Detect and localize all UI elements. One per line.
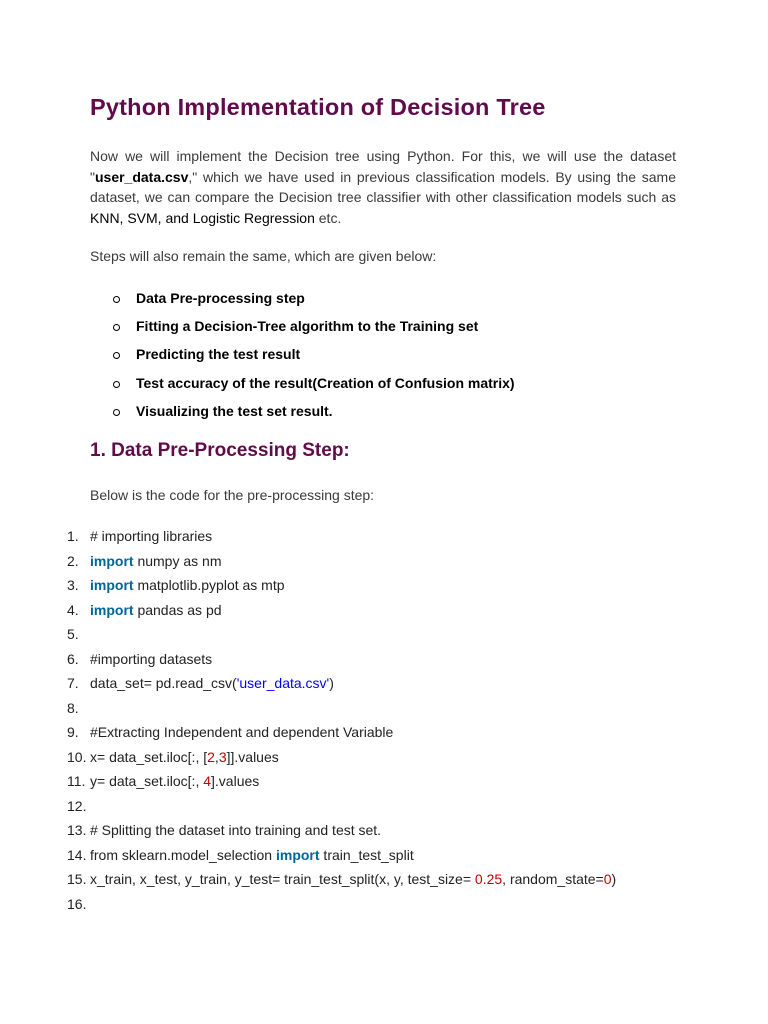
- code-segment: train_test_split: [319, 846, 414, 863]
- code-text: [90, 526, 212, 546]
- code-segment: ): [611, 871, 617, 887]
- code-segment: ,: [214, 748, 219, 765]
- intro-text-3: etc.: [314, 209, 342, 226]
- steps-list: [110, 288, 515, 429]
- line-number: 3.: [67, 577, 79, 593]
- comment: #Extracting Independent and dependent Variable: [90, 724, 394, 740]
- code-segment: , random_state=: [502, 871, 604, 887]
- code-segment: ): [329, 675, 334, 691]
- line-number: 13.: [67, 822, 87, 838]
- number-literal: 3: [218, 748, 227, 765]
- list-item: [110, 288, 515, 316]
- list-item: [110, 401, 515, 429]
- section-title: 1. Data Pre-Processing Step:: [90, 440, 350, 461]
- line-number: 6.: [67, 650, 79, 667]
- line-number: 11.: [67, 773, 86, 789]
- code-text: [90, 600, 222, 620]
- line-number: 4.: [67, 601, 79, 618]
- code-segment: matplotlib.pyplot as mtp: [133, 577, 285, 593]
- code-segment: data_set= pd.read_csv(: [90, 675, 237, 691]
- keyword: import: [275, 846, 320, 863]
- code-text: [90, 575, 285, 595]
- model-list: KNN, SVM, and Logistic Regression: [90, 209, 315, 226]
- list-item: [110, 316, 515, 344]
- line-number: 14.: [67, 846, 87, 863]
- code-segment: from sklearn.model_selection: [90, 846, 276, 863]
- line-number: 12.: [67, 797, 87, 814]
- code-text: [90, 771, 259, 791]
- page-title: Python Implementation of Decision Tree: [90, 94, 546, 120]
- comment: # Splitting the dataset into training and test set.: [90, 822, 382, 838]
- keyword: import: [90, 577, 134, 593]
- line-number: 15.: [67, 871, 87, 887]
- code-text: [90, 551, 222, 571]
- line-number: 10.: [67, 748, 87, 765]
- step-label: Predicting the test result: [136, 346, 301, 363]
- code-text: [90, 820, 381, 840]
- code-text: [90, 722, 393, 742]
- comment: # importing libraries: [90, 528, 213, 544]
- code-text: [90, 845, 414, 865]
- circle-bullet-icon: [113, 381, 120, 388]
- line-number: 16.: [67, 895, 87, 912]
- line-number: 7.: [67, 675, 79, 691]
- number-literal: 0.25: [474, 871, 503, 887]
- step-label: Test accuracy of the result(Creation of Confusion matrix): [136, 374, 515, 391]
- intro-paragraph: [90, 146, 676, 228]
- line-number: 8.: [67, 699, 79, 716]
- line-number: 1.: [67, 528, 79, 544]
- number-literal: 4: [203, 773, 212, 789]
- number-literal: 0: [603, 871, 612, 887]
- code-segment: x= data_set.iloc[:, [: [90, 748, 208, 765]
- step-label: Data Pre-processing step: [136, 290, 305, 306]
- code-text: [90, 673, 334, 693]
- code-segment: pandas as pd: [133, 601, 222, 618]
- section-intro: Below is the code for the pre-processing step:: [90, 487, 375, 503]
- code-segment: ]].values: [226, 748, 279, 765]
- code-text: [90, 869, 616, 889]
- list-item: [110, 344, 515, 372]
- step-label: Fitting a Decision-Tree algorithm to the Training set: [136, 318, 479, 335]
- code-segment: y= data_set.iloc[:,: [90, 773, 204, 789]
- comment: #importing datasets: [90, 650, 213, 667]
- code-segment: ].values: [211, 773, 260, 789]
- code-text: [90, 649, 212, 669]
- circle-bullet-icon: [113, 296, 120, 303]
- code-text: [90, 747, 279, 767]
- circle-bullet-icon: [113, 409, 120, 416]
- code-segment: numpy as nm: [133, 552, 222, 569]
- list-item: [110, 373, 515, 401]
- string-literal: 'user_data.csv': [236, 675, 330, 691]
- intro-text-1: Now we will implement the Decision tree using Python. For this, we will use the dataset ": [90, 148, 676, 185]
- circle-bullet-icon: [113, 324, 120, 331]
- line-number: 2.: [67, 552, 79, 569]
- code-segment: x_train, x_test, y_train, y_test= train_test_split(x, y, test_size=: [90, 871, 475, 887]
- keyword: import: [90, 552, 134, 569]
- circle-bullet-icon: [113, 352, 120, 359]
- keyword: import: [90, 601, 134, 618]
- dataset-filename: user_data.csv: [94, 168, 189, 185]
- intro-text-2: ," which we have used in previous classification models. By using the same dataset, we can compare the Decision tree classifier with other classification models such as: [90, 168, 676, 205]
- line-number: 9.: [67, 724, 79, 740]
- steps-intro: Steps will also remain the same, which are given below:: [90, 248, 437, 264]
- number-literal: 2: [207, 748, 215, 765]
- step-label: Visualizing the test set result.: [136, 402, 333, 419]
- line-number: 5.: [67, 626, 79, 642]
